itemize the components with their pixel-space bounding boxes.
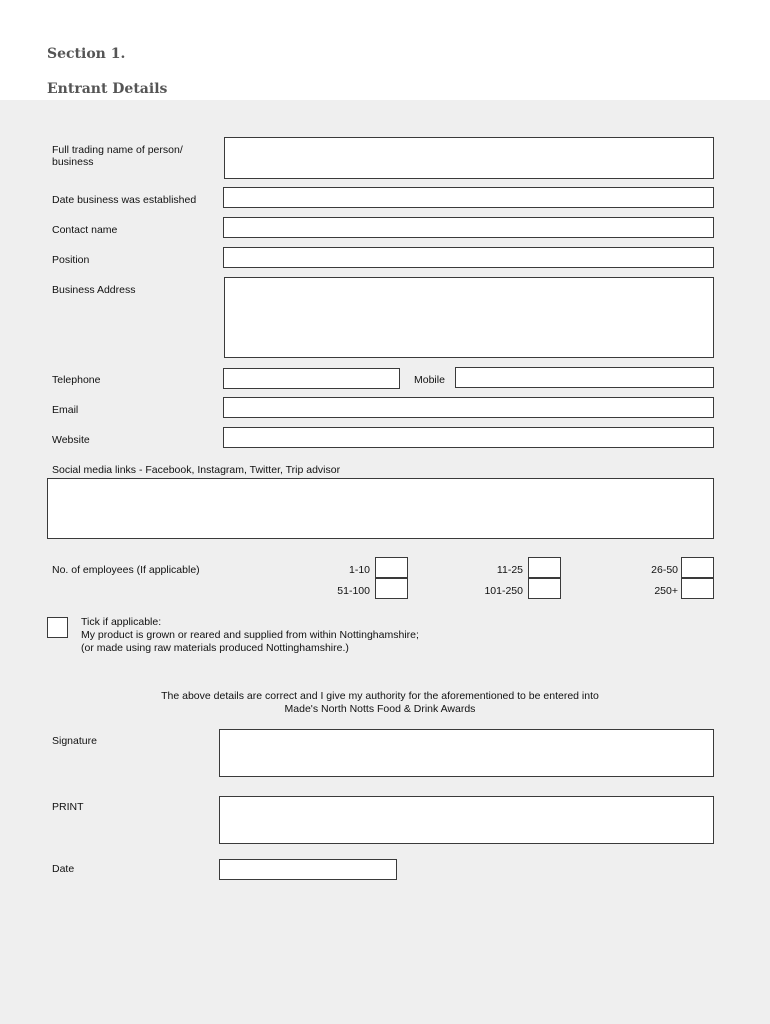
- employees-checkbox-11-25[interactable]: [528, 557, 561, 578]
- section-heading: Section 1.: [47, 46, 126, 62]
- employees-option-label: 250+: [654, 585, 678, 597]
- employees-checkbox-101-250[interactable]: [528, 578, 561, 599]
- employees-option-label: 26-50: [651, 564, 678, 576]
- date-established-field[interactable]: [223, 187, 714, 208]
- employees-checkbox-26-50[interactable]: [681, 557, 714, 578]
- social-media-label: Social media links - Facebook, Instagram, Twitter, Trip advisor: [52, 464, 341, 476]
- employees-checkbox-1-10[interactable]: [375, 557, 408, 578]
- signature-field[interactable]: [219, 729, 714, 777]
- print-label: PRINT: [52, 801, 84, 813]
- email-label: Email: [52, 404, 79, 416]
- page-title: Entrant Details: [47, 81, 168, 97]
- telephone-field[interactable]: [223, 368, 400, 389]
- business-address-label: Business Address: [52, 284, 136, 296]
- trading-name-label-line2: business: [52, 156, 94, 168]
- website-field[interactable]: [223, 427, 714, 448]
- employees-option-label: 51-100: [337, 585, 370, 597]
- position-field[interactable]: [223, 247, 714, 268]
- employees-option-label: 11-25: [496, 564, 523, 576]
- print-name-field[interactable]: [219, 796, 714, 844]
- position-label: Position: [52, 254, 90, 266]
- signature-label: Signature: [52, 735, 97, 747]
- employees-option-label: 101-250: [484, 585, 523, 597]
- contact-name-label: Contact name: [52, 224, 118, 236]
- social-media-field[interactable]: [47, 478, 714, 539]
- employees-label: No. of employees (If applicable): [52, 564, 200, 576]
- tick-label-line3: (or made using raw materials produced Nottinghamshire.): [81, 642, 349, 654]
- nottinghamshire-checkbox[interactable]: [47, 617, 68, 638]
- telephone-label: Telephone: [52, 374, 101, 386]
- date-established-label: Date business was established: [52, 194, 197, 206]
- tick-label-line2: My product is grown or reared and supplied from within Nottinghamshire;: [81, 629, 419, 641]
- date-field[interactable]: [219, 859, 397, 880]
- employees-checkbox-250-plus[interactable]: [681, 578, 714, 599]
- tick-label-line1: Tick if applicable:: [81, 616, 162, 628]
- website-label: Website: [52, 434, 90, 446]
- declaration-line1: The above details are correct and I give my authority for the aforementioned to be entered into: [161, 690, 599, 702]
- contact-name-field[interactable]: [223, 217, 714, 238]
- business-address-field[interactable]: [224, 277, 714, 358]
- email-field[interactable]: [223, 397, 714, 418]
- date-label: Date: [52, 863, 75, 875]
- mobile-label: Mobile: [414, 374, 445, 386]
- mobile-field[interactable]: [455, 367, 714, 388]
- trading-name-field[interactable]: [224, 137, 714, 179]
- employees-checkbox-51-100[interactable]: [375, 578, 408, 599]
- employees-option-label: 1-10: [348, 564, 370, 576]
- declaration-line2: Made's North Notts Food & Drink Awards: [284, 703, 476, 715]
- trading-name-label-line1: Full trading name of person/: [52, 144, 183, 156]
